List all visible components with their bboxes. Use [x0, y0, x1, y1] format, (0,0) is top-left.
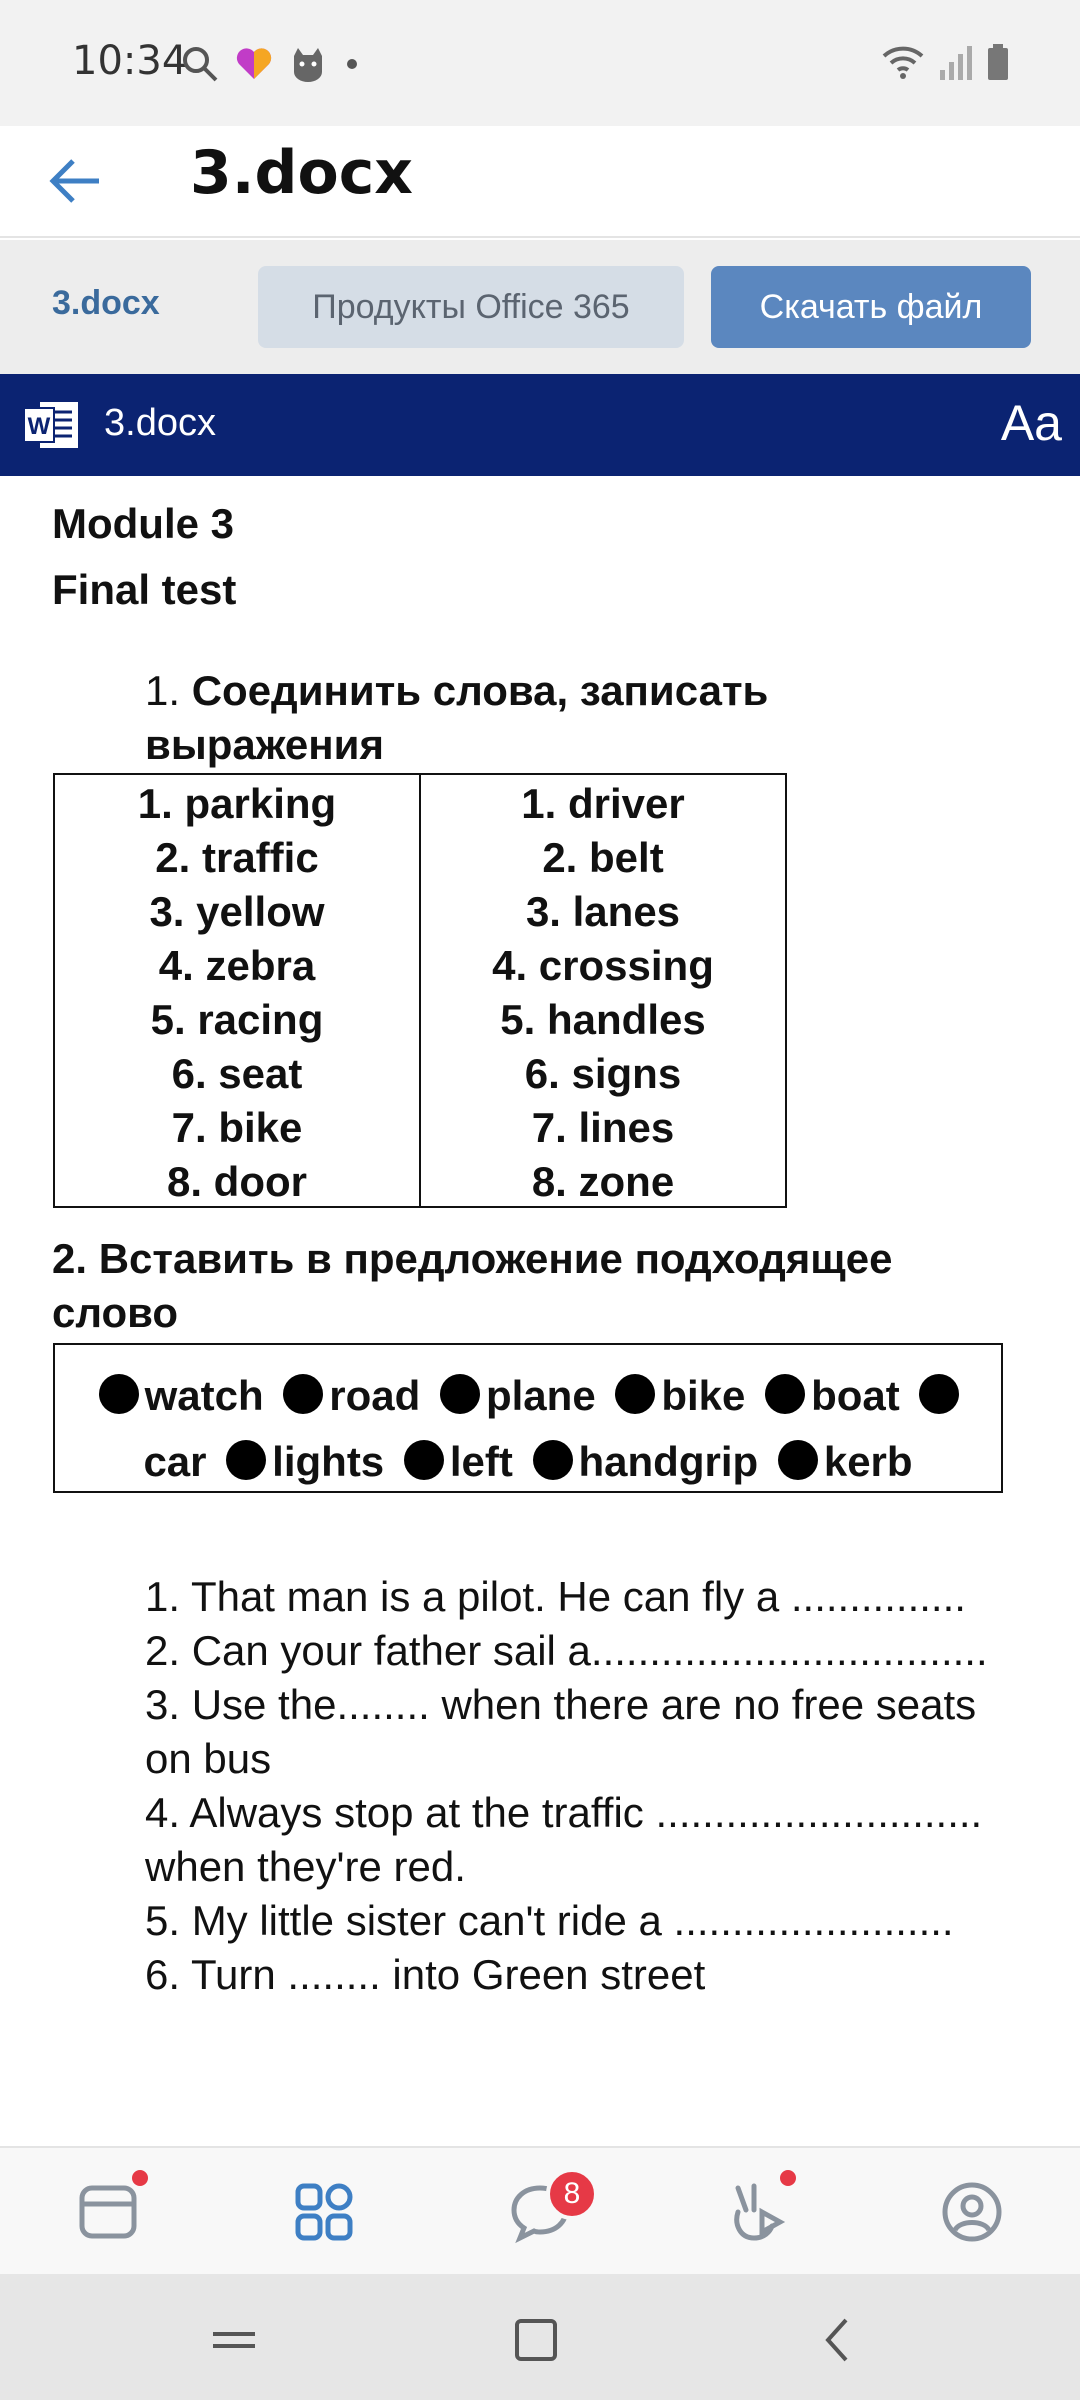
module-title: Module 3 — [52, 500, 235, 547]
home-button[interactable] — [496, 2300, 576, 2380]
right-word: 1. driver — [521, 780, 685, 827]
word-filename: 3.docx — [104, 402, 216, 444]
system-navigation-bar — [0, 2274, 1080, 2400]
bullet-icon — [533, 1440, 573, 1480]
download-button[interactable]: Скачать файл — [711, 266, 1031, 348]
services-grid-icon — [292, 2180, 356, 2244]
task2-heading: 2. Вставить в предложение подходящее слово — [52, 1235, 893, 1336]
word-bank-item: road — [329, 1372, 421, 1419]
word-bank-item: watch — [144, 1372, 264, 1419]
bullet-icon — [919, 1374, 959, 1414]
signal-icon — [938, 42, 974, 82]
bullet-icon — [226, 1440, 266, 1480]
page-title: 3.docx — [190, 138, 413, 208]
home-icon — [512, 2316, 560, 2364]
right-word: 4. crossing — [492, 942, 714, 989]
battery-icon — [986, 42, 1010, 82]
bullet-icon — [778, 1440, 818, 1480]
back-button[interactable] — [40, 146, 110, 216]
bullet-icon — [404, 1440, 444, 1480]
right-word: 2. belt — [542, 834, 664, 881]
left-word: 2. traffic — [155, 834, 319, 881]
bullet-icon — [440, 1374, 480, 1414]
word-bank-item: kerb — [823, 1438, 913, 1485]
nav-services[interactable] — [284, 2172, 364, 2252]
status-icons-right — [880, 42, 1010, 82]
word-bank — [53, 1343, 1003, 1493]
sentence-item: 5. My little sister can't ride a ........................ — [145, 1897, 954, 1944]
toolbar-filename[interactable]: 3.docx — [52, 284, 160, 322]
cat-icon — [288, 44, 328, 84]
test-title: Final test — [52, 566, 237, 613]
status-bar — [0, 0, 1080, 126]
word-bank-item: boat — [811, 1372, 900, 1419]
status-time: 10:34 — [72, 38, 188, 84]
matching-table — [53, 773, 787, 1208]
word-bank-item: plane — [485, 1372, 596, 1419]
right-word: 8. zone — [531, 1158, 675, 1205]
search-icon — [180, 44, 220, 84]
sentence-item: 3. Use the........ when there are no free seats on bus — [145, 1681, 977, 1782]
left-word: 5. racing — [150, 996, 324, 1043]
arrow-left-icon — [47, 156, 103, 206]
word-bank-item: bike — [661, 1372, 746, 1419]
word-bank-item: car — [143, 1438, 207, 1485]
task1-text: Соединить слова, записать выражения — [145, 667, 769, 768]
dot-icon — [342, 44, 362, 84]
word-bank-item: handgrip — [578, 1438, 759, 1485]
font-size-button[interactable]: Aa — [1000, 395, 1062, 451]
app-header — [0, 126, 1080, 238]
left-word: 7. bike — [171, 1104, 303, 1151]
left-word: 1. parking — [137, 780, 337, 827]
left-column — [55, 775, 419, 1206]
clips-icon — [724, 2180, 788, 2244]
recent-apps-icon — [209, 2320, 259, 2360]
bullet-icon — [283, 1374, 323, 1414]
bullet-icon — [765, 1374, 805, 1414]
word-bank-item: left — [449, 1438, 513, 1485]
document-content[interactable] — [0, 476, 1080, 2146]
task1-heading — [145, 664, 865, 772]
right-word: 7. lines — [531, 1104, 675, 1151]
system-back-button[interactable] — [798, 2300, 878, 2380]
office-products-button[interactable]: Продукты Office 365 — [258, 266, 684, 348]
sentence-item: 2. Can your father sail a.................................. — [145, 1627, 988, 1674]
left-word: 8. door — [166, 1158, 307, 1205]
right-column — [419, 775, 785, 1206]
wifi-icon — [880, 42, 926, 82]
profile-icon — [940, 2180, 1004, 2244]
messages-badge: 8 — [546, 2168, 598, 2220]
sentence-item: 1. That man is a pilot. He can fly a ............... — [145, 1573, 966, 1620]
right-word: 3. lanes — [525, 888, 681, 935]
clips-notification-dot — [780, 2170, 796, 2186]
left-word: 6. seat — [171, 1050, 303, 1097]
heart-app-icon — [234, 44, 274, 84]
task1-number: 1. — [145, 667, 181, 714]
sentence-item: 4. Always stop at the traffic ............................ when they're red. — [145, 1789, 983, 1890]
word-viewer-bar — [0, 374, 1080, 476]
news-feed-icon — [76, 2180, 140, 2244]
bullet-icon — [615, 1374, 655, 1414]
right-word: 5. handles — [500, 996, 706, 1043]
news-notification-dot — [132, 2170, 148, 2186]
word-bank-item: lights — [272, 1438, 385, 1485]
left-word: 4. zebra — [158, 942, 316, 989]
right-word: 6. signs — [524, 1050, 682, 1097]
svg-text:W: W — [27, 413, 51, 440]
document-toolbar — [0, 240, 1080, 374]
sentence-item: 6. Turn ........ into Green street — [145, 1951, 706, 1998]
bottom-navigation — [0, 2146, 1080, 2274]
sentences-list — [145, 1570, 1005, 2002]
recent-apps-button[interactable] — [194, 2300, 274, 2380]
bullet-icon — [99, 1374, 139, 1414]
nav-profile[interactable] — [932, 2172, 1012, 2252]
status-icons-left — [180, 44, 362, 84]
word-logo-icon — [22, 396, 82, 454]
left-word: 3. yellow — [149, 888, 325, 935]
chevron-left-icon — [818, 2315, 858, 2365]
